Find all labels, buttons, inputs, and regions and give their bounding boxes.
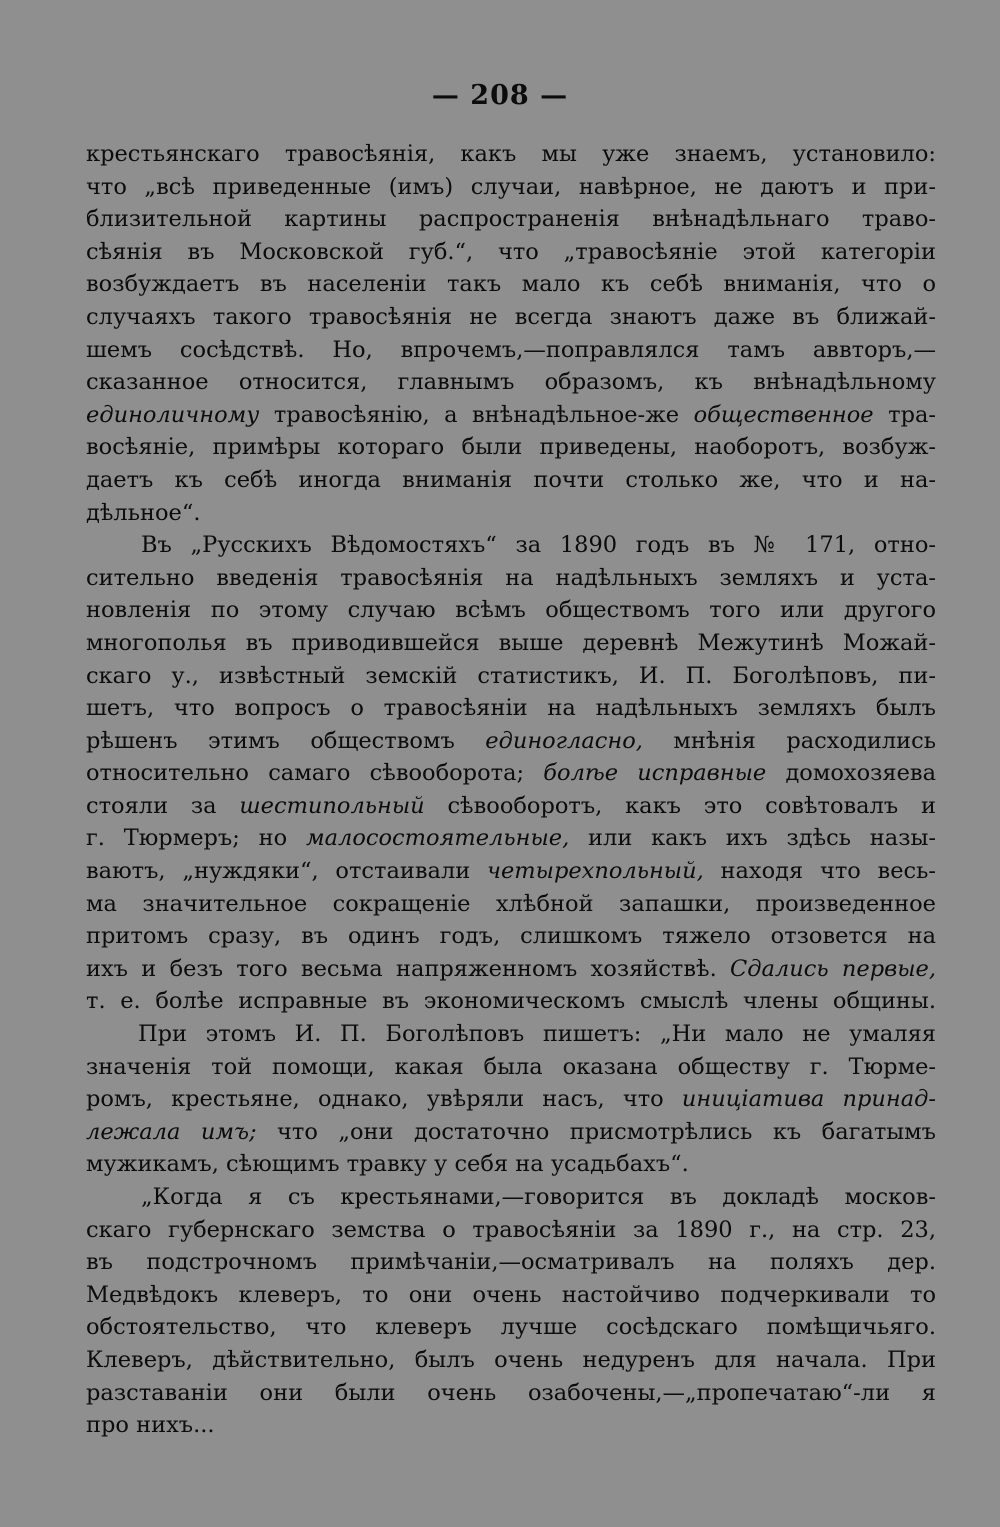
text-line: ма значительное сокращеніе хлѣбной запашки, произведенное <box>86 890 936 917</box>
text-line: даетъ къ себѣ иногда вниманія почти столько же, что и на- <box>86 466 936 493</box>
text-line: притомъ сразу, въ одинъ годъ, слишкомъ тяжело отзовется на <box>86 923 936 950</box>
text-line: ваютъ, „нуждяки“, отстаивали четырехпольный, находя что весь- <box>86 858 936 885</box>
text-line: ромъ, крестьяне, однако, увѣряли насъ, что иниціатива принад- <box>86 1086 936 1113</box>
text-line: При этомъ И. П. Боголѣповъ пишетъ: „Ни мало не умаляя <box>138 1021 936 1048</box>
text-line: мужикамъ, сѣющимъ травку у себя на усадьбахъ“. <box>86 1151 689 1178</box>
text-line: новленія по этому случаю всѣмъ обществомъ того или другого <box>86 597 936 624</box>
text-line: про нихъ... <box>86 1412 215 1439</box>
text-line: въ подстрочномъ примѣчаніи,—осматривалъ на поляхъ дер. <box>86 1249 936 1276</box>
text-line: Въ „Русскихъ Вѣдомостяхъ“ за 1890 годъ въ № 171, отно- <box>141 532 936 559</box>
text-line: дѣльное“. <box>86 499 201 526</box>
text-line: значенія той помощи, какая была оказана обществу г. Тюрме- <box>86 1053 936 1080</box>
text-line: ихъ и безъ того весьма напряженномъ хозяйствѣ. Сдались первые, <box>86 955 936 982</box>
text-line: сѣянія въ Московской губ.“, что „травосѣяніе этой категоріи <box>86 238 936 265</box>
text-line: стояли за шестипольный сѣвооборотъ, какъ это совѣтовалъ и <box>86 792 936 819</box>
text-line: рѣшенъ этимъ обществомъ единогласно, мнѣнія расходились <box>86 727 936 754</box>
text-line: обстоятельство, что клеверъ лучше сосѣдскаго помѣщичьяго. <box>86 1314 936 1341</box>
text-line: восѣяніе, примѣры котораго были приведены, наоборотъ, возбуж- <box>86 434 936 461</box>
text-line: скаго у., извѣстный земскій статистикъ, И. П. Боголѣповъ, пи- <box>86 662 936 689</box>
text-line: шетъ, что вопросъ о травосѣяніи на надѣльныхъ земляхъ былъ <box>86 695 936 722</box>
text-line: сказанное относится, главнымъ образомъ, къ внѣнадѣльному <box>86 369 936 396</box>
text-line: т. е. болѣе исправные въ экономическомъ смыслѣ члены общины. <box>86 988 936 1015</box>
text-line: разставаніи они были очень озабочены,—„пропечатаю“-ли я <box>86 1379 936 1406</box>
text-line: „Когда я съ крестьянами,—говорится въ докладѣ москов- <box>141 1184 936 1210</box>
text-line: Клеверъ, дѣйствительно, былъ очень недуренъ для начала. При <box>86 1346 936 1373</box>
text-line: г. Тюрмеръ; но малосостоятельные, или какъ ихъ здѣсь назы- <box>86 825 937 852</box>
text-line: лежала имъ; что „они достаточно присмотрѣлись къ багатымъ <box>86 1118 936 1145</box>
text-line: что „всѣ приведенные (имъ) случаи, навѣрное, не даютъ и при- <box>86 173 936 200</box>
page-number: — 208 — <box>431 80 569 111</box>
text-line: крестьянскаго травосѣянія, какъ мы уже знаемъ, установило: <box>86 141 936 167</box>
text-line: скаго губернскаго земства о травосѣяніи за 1890 г., на стр. 23, <box>86 1216 936 1243</box>
text-line: близительной картины распространенія внѣнадѣльнаго траво- <box>86 206 936 233</box>
text-line: относительно самаго сѣвооборота; болѣе исправные домохозяева <box>86 760 937 787</box>
text-line: возбуждаетъ въ населеніи такъ мало къ себѣ вниманія, что о <box>86 271 936 298</box>
text-line: сительно введенія травосѣянія на надѣльныхъ земляхъ и уста- <box>86 564 936 591</box>
text-line: многополья въ приводившейся выше деревнѣ Межутинѣ Можай- <box>86 629 936 656</box>
text-line: Медвѣдокъ клеверъ, то они очень настойчиво подчеркивали то <box>86 1281 936 1308</box>
body-text <box>86 138 936 1442</box>
text-line: единоличному травосѣянію, а внѣнадѣльное-же общественное тра- <box>86 401 936 428</box>
text-line: шемъ сосѣдствѣ. Но, впрочемъ,—поправлялся тамъ аввторъ,— <box>86 336 936 363</box>
text-line: случаяхъ такого травосѣянія не всегда знаютъ даже въ ближай- <box>86 303 936 330</box>
